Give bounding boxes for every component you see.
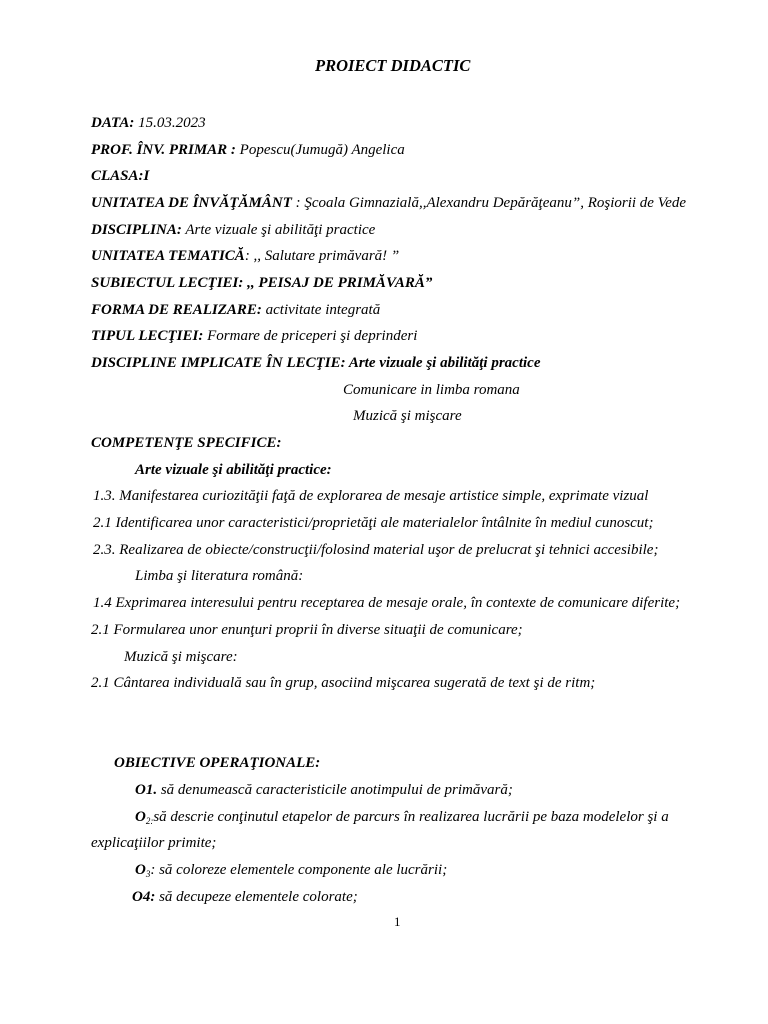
competences-heading: COMPETENŢE SPECIFICE: (91, 435, 282, 451)
field-value: Arte vizuale şi abilităţi practice (181, 222, 376, 238)
competence-item: 2.1 Formularea unor enunţuri proprii în diverse situaţii de comunicare; (91, 622, 523, 638)
objective-item-continuation: explicaţiilor primite; (91, 835, 217, 851)
field-value: Formare de priceperi şi deprinderi (203, 328, 418, 344)
field-value: : ,, PEISAJ DE PRIMĂVARĂ” (238, 275, 433, 291)
competence-item: 1.3. Manifestarea curiozităţii faţă de explorarea de mesaje artistice simple, exprimate vizual (93, 488, 649, 504)
competence-group-name: Muzică şi mişcare: (124, 649, 238, 665)
field-value: Popescu(Jumugă) Angelica (235, 142, 405, 158)
page-number: 1 (394, 914, 401, 929)
field-value: 15.03.2023 (134, 115, 206, 131)
field-value: : ,, Salutare primăvară! ” (244, 248, 400, 264)
objective-text: să denumească caracteristicile anotimpului de primăvară; (157, 782, 513, 798)
objective-text: să descrie conţinutul etapelor de parcurs în realizarea lucrării pe baza modelelor şi a (153, 809, 669, 825)
objective-code: O (135, 809, 146, 825)
field-label: DATA: (91, 115, 135, 131)
field-label: DISCIPLINE IMPLICATE ÎN LECŢIE: (91, 355, 346, 371)
field-lesson-type (91, 327, 417, 345)
objective-code-subscript: 2: (145, 816, 154, 826)
objective-text: : să coloreze elementele componente ale lucrării; (150, 862, 448, 878)
field-label: UNITATEA TEMATICĂ (91, 248, 245, 264)
field-thematic-unit (91, 247, 399, 265)
objective-item (132, 888, 358, 906)
objective-code: O1. (135, 782, 158, 798)
discipline-extra: Comunicare in limba romana (343, 382, 520, 398)
objective-item (135, 808, 669, 826)
field-label: DISCIPLINA: (91, 222, 182, 238)
objective-code: O4: (132, 889, 156, 905)
objective-code: O (135, 862, 146, 878)
objective-item (135, 781, 513, 799)
competence-item: 2.1 Cântarea individuală sau în grup, asociind mişcarea sugerată de text şi de ritm; (91, 675, 596, 691)
competence-item: 2.3. Realizarea de obiecte/construcţii/folosind material uşor de prelucrat şi tehnici accesibile; (93, 542, 659, 558)
field-label: CLASA:I (91, 168, 150, 184)
field-label: SUBIECTUL LECŢIEI (91, 275, 239, 291)
field-value: : Şcoala Gimnazială,,Alexandru Depărăţeanu”, Roşiorii de Vede (291, 195, 687, 211)
field-value: activitate integrată (261, 302, 381, 318)
field-label: PROF. ÎNV. PRIMAR : (91, 142, 236, 158)
objective-item (135, 861, 447, 879)
discipline-extra: Muzică şi mişcare (353, 408, 462, 424)
competence-group-name: Arte vizuale şi abilităţi practice: (135, 462, 332, 478)
competence-item: 1.4 Exprimarea interesului pentru receptarea de mesaje orale, în contexte de comunicare diferite; (93, 595, 681, 611)
competence-group-name: Limba şi literatura română: (135, 568, 304, 584)
field-teacher (91, 141, 405, 159)
field-form (91, 301, 380, 319)
field-label: TIPUL LECŢIEI: (91, 328, 204, 344)
objective-code-subscript: 3 (145, 869, 151, 879)
field-lesson-subject (91, 274, 432, 292)
field-value: Arte vizuale şi abilităţi practice (345, 355, 541, 371)
field-school (91, 194, 686, 212)
competence-item: 2.1 Identificarea unor caracteristici/proprietăţi ale materialelor întâlnite în mediul cunoscut; (93, 515, 654, 531)
field-discipline (91, 221, 375, 239)
field-date (91, 114, 206, 132)
document-title: PROIECT DIDACTIC (315, 56, 471, 75)
field-label: FORMA DE REALIZARE: (91, 302, 262, 318)
field-label: UNITATEA DE ÎNVĂŢĂMÂNT (91, 195, 292, 211)
field-disciplines-involved (91, 354, 541, 372)
objectives-heading: OBIECTIVE OPERAŢIONALE: (114, 755, 321, 771)
field-class (91, 167, 149, 185)
objective-text: să decupeze elementele colorate; (155, 889, 358, 905)
